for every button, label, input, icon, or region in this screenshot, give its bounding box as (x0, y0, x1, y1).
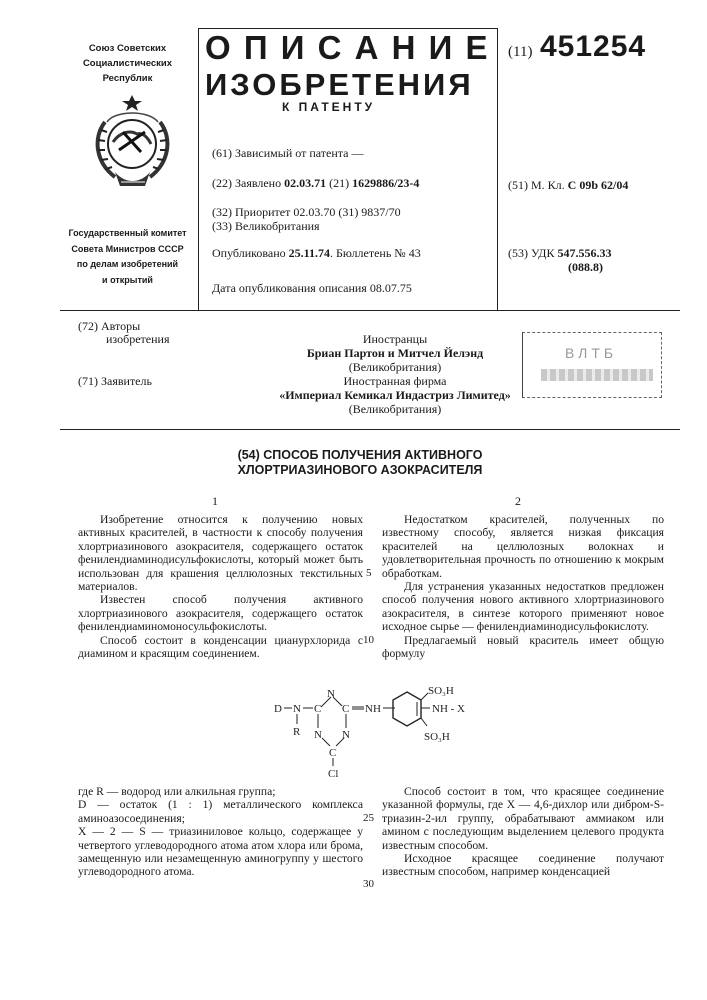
line-number-5: 5 (366, 567, 372, 579)
priority-country: (33) Великобритания (212, 219, 320, 234)
dependent-patent: (61) Зависимый от патента — (212, 146, 363, 161)
priority-row: (32) Приоритет 02.03.70 (31) 9837/70 (212, 205, 401, 220)
formula-R: R (293, 726, 301, 738)
right-column-top: Недостатком красителей, полученных по известному способу, является низкая фиксация красителей на целлюлозных волокнах и удовлетворительная прочность по отношению к мокрым обработкам. Для устранения указанных недостатков предложен способ получения нового активного хлортриазинового азокрасителя, в синтезе которого применяют новое исходное сырье — фенилендиаминодисульфокислоту. Предлагаемый новый краситель имеет общую формулу (382, 513, 664, 660)
published-row: Опубликовано 25.11.74. Бюллетень № 43 (212, 246, 421, 261)
formula-N1: N (293, 703, 301, 715)
country-name: Союз Советских Социалистических Республик (60, 41, 195, 86)
formula-SO3H-top: SO₃H (428, 685, 454, 697)
authors-label2: изобретения (106, 332, 169, 347)
formula-N3: N (314, 729, 322, 741)
formula-C2: C (342, 703, 349, 715)
udc-row: (53) УДК 547.556.33 (508, 246, 611, 261)
parties-center: Иностранцы Бриан Партон и Митчел Йелэнд (Великобритания) Иностранная фирма «Империал Кемикал Индастриз Лимитед» (Великобритания) (270, 332, 520, 416)
header-divider-right (497, 28, 498, 310)
state-emblem (85, 92, 180, 192)
formula-N2: N (327, 688, 335, 700)
formula-N3b: N (342, 729, 350, 741)
stamp-smudge (541, 369, 653, 381)
formula-D: D (274, 703, 282, 715)
invention-title: (54) СПОСОБ ПОЛУЧЕНИЯ АКТИВНОГО ХЛОРТРИАЗИНОВОГО АЗОКРАСИТЕЛЯ (200, 448, 520, 478)
left-column-bottom: где R — водород или алкильная группа; D — остаток (1 : 1) металлического комплекса аминоазосоединения; X — 2 — S — триазиниловое кольцо, содержащее у четвертого углеводородного атома атом хлора или брома, замещенную или незамещенную аминогруппу у шестого углеводородного атома. (78, 785, 363, 879)
formula-NH: NH (365, 703, 381, 715)
left-column-top: Изобретение относится к получению новых активных красителей, в частности к способу получения хлортриазинового азокрасителя, содержащего остаток фенилендиаминодисульфокислоты, который может быть использован для крашения целлюлозных текстильных материалов. Известен способ получения активного хлортриазинового азокрасителя, содержащего остаток фенилендиаминомоносульфокислоты. Способ состоит в конденсации цианурхлорида с диамином и красящим соединением. (78, 513, 363, 660)
line-number-30: 30 (363, 878, 374, 890)
line-number-10: 10 (363, 634, 374, 646)
patent-number-code: (11) (508, 44, 532, 61)
filed-row: (22) Заявлено 02.03.71 (21) 1629886/23-4 (212, 176, 419, 191)
patent-number: 451254 (540, 30, 646, 64)
description-date: Дата опубликования описания 08.07.75 (212, 281, 412, 296)
header-rule-bottom (60, 310, 680, 311)
library-stamp (522, 332, 662, 398)
formula-C3: C (329, 747, 336, 759)
chemical-formula (270, 680, 490, 780)
committee-name: Государственный комитет Совета Министров СССР по делам изобретений и открытий (60, 226, 195, 288)
column-number-1: 1 (212, 494, 218, 509)
parties-rule-bottom (60, 429, 680, 430)
udc-row2: (088.8) (568, 260, 603, 275)
title-line1: О П И С А Н И Е (205, 30, 490, 66)
title-line2: ИЗОБРЕТЕНИЯ (205, 68, 474, 102)
ipc-row: (51) М. Кл. С 09b 62/04 (508, 178, 628, 193)
formula-NHX: NH - X (432, 703, 465, 715)
line-number-25: 25 (363, 812, 374, 824)
header-divider-left (198, 28, 199, 310)
column-number-2: 2 (515, 494, 521, 509)
applicant-label: (71) Заявитель (78, 374, 152, 389)
formula-C1: C (314, 703, 321, 715)
authors-label: (72) Авторы (78, 319, 140, 334)
formula-SO3H-bottom: SO₃H (424, 731, 450, 743)
stamp-label: ВЛТБ (565, 345, 617, 361)
title-subtitle: К ПАТЕНТУ (282, 100, 375, 114)
formula-Cl: Cl (328, 768, 338, 780)
right-column-bottom: Способ состоит в том, что красящее соединение указанной формулы, где X — 4,6-дихлор или дибром-S-триазин-2-ил группу, обрабатывают аммиаком или амином с последующим выделением целевого продукта известным способом. Исходное красящее соединение получают известным способом, например конденсацией (382, 785, 664, 879)
